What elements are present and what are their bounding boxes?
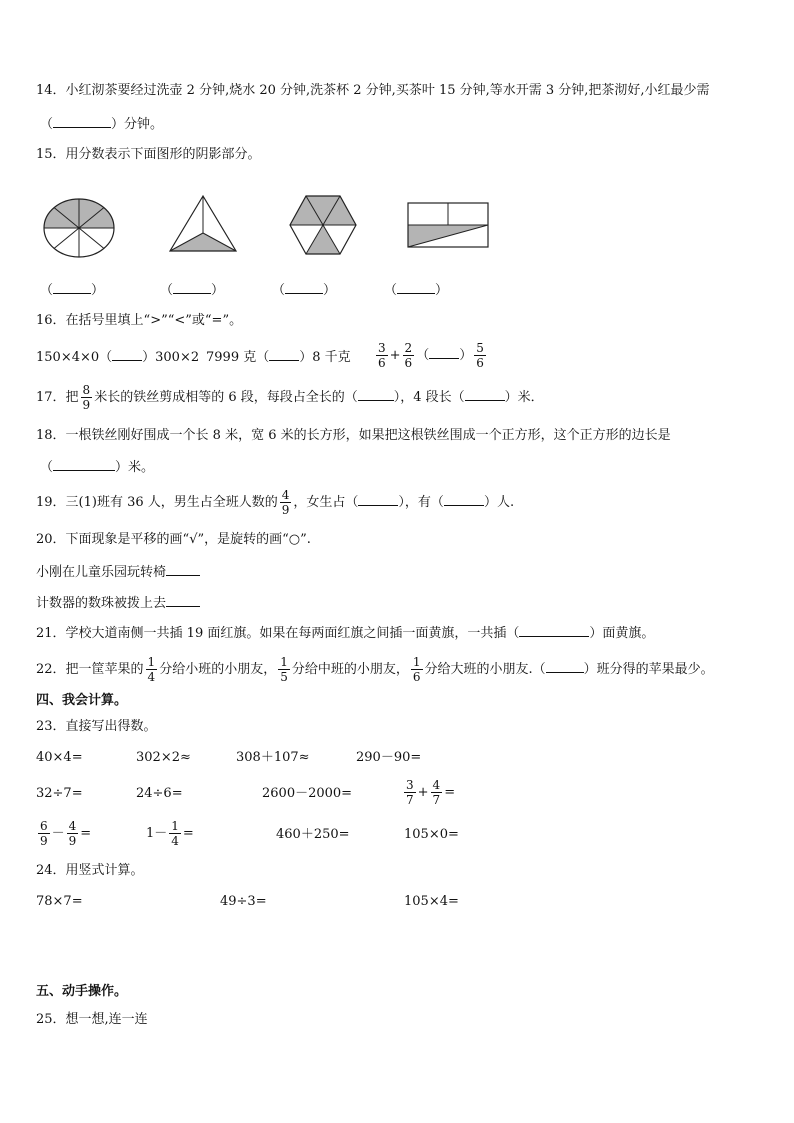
triangle-shaded-part [170,233,236,251]
answer-blank[interactable] [465,388,505,401]
q23-r1-c2: 302×2≈ [136,750,191,765]
fraction: $\frac{1}{4}$ [147,655,156,684]
q18-line2: （ ）米。 [40,460,155,475]
q23-r1-c1: 40×4= [36,750,83,765]
q15-stem: 15．用分数表示下面图形的阴影部分。 [36,147,261,162]
q23-r1-c3: 308＋107≈ [236,750,310,765]
answer-blank[interactable] [546,660,584,673]
q23-r3-c4: 105×0= [404,827,459,842]
answer-blank[interactable] [53,115,111,128]
fraction: $\frac{5}{6}$ [476,341,484,370]
q16-stem: 16．在括号里填上“>”“<”或“=”。 [36,313,243,328]
answer-blank[interactable] [285,281,323,294]
answer-blank[interactable] [53,458,115,471]
q15-blank-4: （ ） [384,283,449,298]
section-5-title: 五、动手操作。 [36,984,128,999]
q23-r3-c1: $\frac{6}{9}$ － $\frac{4}{9}$ = [40,819,92,848]
q24-item-3: 105×4= [404,894,459,909]
answer-blank[interactable] [519,624,589,637]
q23-r1-c4: 290－90= [356,750,422,765]
q15-blank-1: （ ） [40,283,105,298]
q23-r2-c3: 2600－2000= [262,786,353,801]
q14-line1: 14．小红沏茶要经过洗壶 2 分钟,烧水 20 分钟,洗茶杯 2 分钟,买茶叶 15 分钟,等水开需 3 分钟,把茶沏好,小红最少需 [36,83,710,98]
q24-stem: 24．用竖式计算。 [36,863,144,878]
q16-item-3: $\frac{3}{6}$ + $\frac{2}{6}$ （ ） $\frac{5}{6}$ [378,341,484,370]
fraction: $\frac{1}{5}$ [280,655,288,684]
q24-item-1: 78×7= [36,894,83,909]
fraction: $\frac{8}{9}$ [82,383,91,412]
answer-blank[interactable] [358,493,398,506]
rectangle-figure [406,200,490,250]
fraction: $\frac{1}{6}$ [412,655,421,684]
q19: 19．三(1)班有 36 人，男生占全班人数的 $\frac{4}{9}$ ，女生占（ ），有（ ）人. [36,488,515,517]
q18-line1: 18．一根铁丝刚好围成一个长 8 米，宽 6 米的长方形，如果把这根铁丝围成一个正方形，这个正方形的边长是 [36,428,671,443]
answer-blank[interactable] [112,348,142,361]
answer-blank[interactable] [166,594,200,607]
q16-item-1: 150×4×0（ ）300×2 [36,350,200,365]
answer-blank[interactable] [358,388,394,401]
q20-stem: 20．下面现象是平移的画“√”，是旋转的画“○”. [36,532,311,547]
q16-item-2: 7999 克（ ）8 千克 [206,350,351,365]
q22: 22．把一筐苹果的 $\frac{1}{4}$ 分给小班的小朋友， $\frac{1}{5}$ 分给中班的小朋友， $\frac{1}{6}$ 分给大班的小朋友.（ ）班分得的苹果最少。 [36,655,714,684]
q14-line2: （ ）分钟。 [40,117,164,132]
fraction: $\frac{3}{6}$ [378,341,386,370]
q23-r2-c4: $\frac{3}{7}$ + $\frac{4}{7}$ = [406,778,456,807]
fraction: $\frac{4}{9}$ [68,819,77,848]
q21: 21．学校大道南侧一共插 19 面红旗。如果在每两面红旗之间插一面黄旗，一共插（ ）面黄旗。 [36,626,655,641]
q23-r3-c2: 1－ $\frac{1}{4}$ = [146,819,194,848]
answer-blank[interactable] [444,493,484,506]
fraction: $\frac{4}{7}$ [432,778,441,807]
q20-item-2: 计数器的数珠被拨上去 [36,594,200,613]
q23-r2-c2: 24÷6= [136,786,183,801]
answer-blank[interactable] [166,563,200,576]
q23-r2-c1: 32÷7= [36,786,83,801]
answer-blank[interactable] [269,348,299,361]
q20-item-1: 小刚在儿童乐园玩转椅 [36,563,200,582]
answer-blank[interactable] [173,281,211,294]
q15-blank-3: （ ） [272,283,337,298]
fraction: $\frac{1}{4}$ [171,819,179,848]
q23-r3-c3: 460＋250= [276,827,350,842]
triangle-figure [166,193,240,255]
q23-stem: 23．直接写出得数。 [36,719,157,734]
hexagon-figure [288,193,358,257]
q24-item-2: 49÷3= [220,894,267,909]
fraction: $\frac{6}{9}$ [40,819,48,848]
answer-blank[interactable] [397,281,435,294]
answer-blank[interactable] [429,346,459,359]
q25-stem: 25．想一想,连一连 [36,1012,148,1027]
answer-blank[interactable] [53,281,91,294]
fraction: $\frac{3}{7}$ [406,778,414,807]
fraction: $\frac{4}{9}$ [281,488,290,517]
section-4-title: 四、我会计算。 [36,693,128,708]
circle-figure [42,196,116,260]
fraction: $\frac{2}{6}$ [404,341,413,370]
q17: 17．把 $\frac{8}{9}$ 米长的铁丝剪成相等的 6 段，每段占全长的（ ），4 段长（ ）米． [36,383,544,412]
q15-blank-2: （ ） [160,283,225,298]
